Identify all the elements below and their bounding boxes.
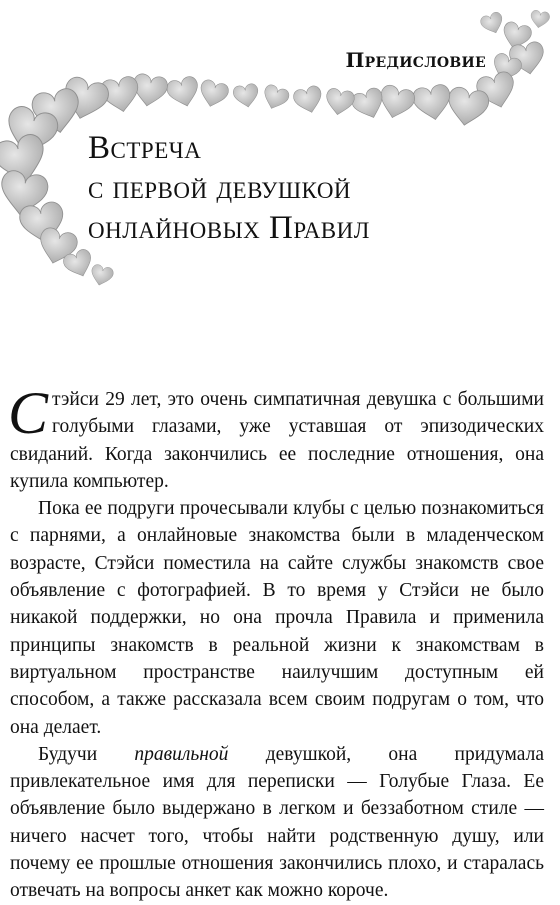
- paragraph-1-text: тэйси 29 лет, это очень симпатичная девушка с большими голубыми глазами, уже уставшая от эпизодических свиданий. Когда закончились ее последние отношения, она купила компьютер.: [10, 389, 544, 492]
- body-text: [8, 380, 544, 905]
- heart-icon: [232, 83, 260, 109]
- heart-icon: [444, 86, 490, 129]
- chapter-title-line-2: с первой девушкой: [88, 170, 352, 206]
- paragraph-3-text-a: Будучи: [38, 743, 135, 765]
- heart-icon: [411, 83, 453, 123]
- heart-icon: [165, 75, 202, 110]
- paragraph-1: [8, 380, 544, 495]
- heart-icon: [292, 84, 325, 116]
- chapter-title-line-1: Встреча: [88, 130, 202, 166]
- paragraph-2: Пока ее подруги прочесывали клубы с целью познакомиться с парнями, а онлайновые знакомства были в младенческом возрасте, Стэйси поместила на сайте службы знакомств свое объявление с фотографией. В то время у Стэйси не было никакой поддержки, но она прочла Правила и применила принципы знакомств в реальной жизни к знакомствам в виртуальном пространстве наилучшим доступным ей способом, а также рассказала всем своим подругам о том, что она делает.: [10, 498, 544, 738]
- heart-icon: [529, 10, 550, 30]
- chapter-title: [88, 128, 528, 248]
- heart-icon: [479, 11, 506, 37]
- heart-icon: [197, 78, 230, 110]
- chapter-title-line-3: онлайновых Правил: [88, 210, 370, 246]
- heart-icon: [376, 83, 417, 122]
- paragraph-3-emphasis: правильной: [134, 743, 229, 765]
- heart-icon: [89, 263, 115, 288]
- paragraph-3: [10, 741, 544, 905]
- heart-icon: [260, 83, 291, 113]
- drop-cap: С: [8, 380, 49, 446]
- section-label: Предисловие: [345, 48, 486, 72]
- heart-icon: [324, 87, 356, 117]
- paragraph-3-text-b: девушкой, она придумала привлекательное имя для переписки — Голубые Глаза. Ее объявление было выдержано в легком и беззаботном стиле — ничего насчет того, чтобы найти родственную душу, или почему ее прошлые отношения закончились плохо, и старалась отвечать на вопросы анкет как можно короче.: [10, 743, 544, 902]
